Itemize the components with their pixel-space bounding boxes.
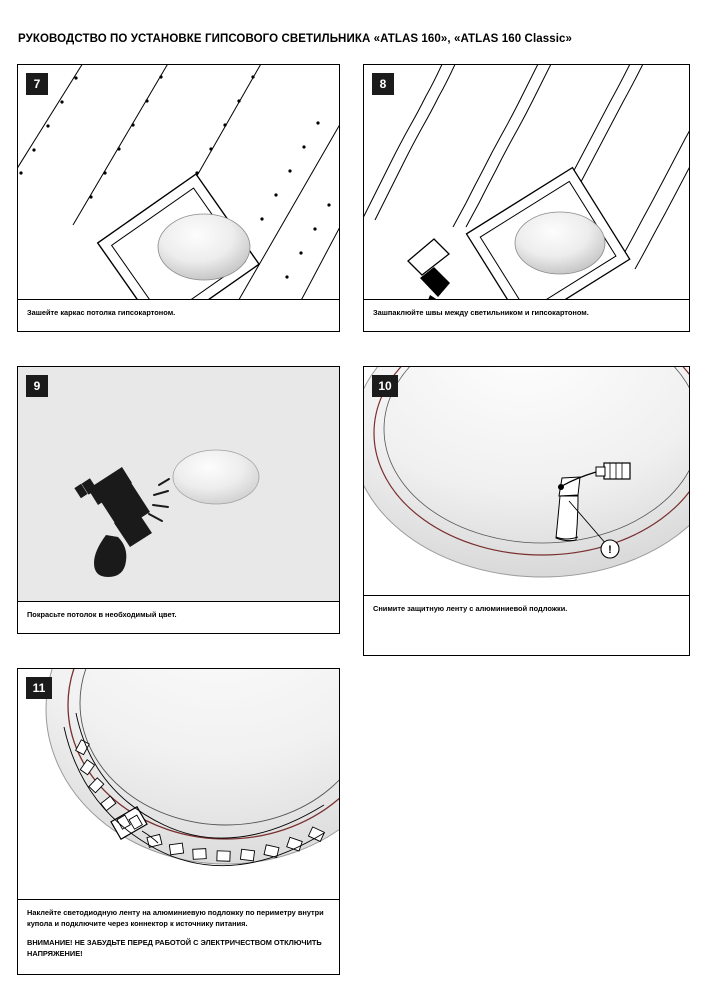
step-7-illustration [18,65,339,300]
step-8-drawing [364,65,689,300]
step-number-9: 9 [26,375,48,397]
step-11-drawing [18,669,339,900]
step-11-illustration [18,669,339,900]
step-11-caption-text: Наклейте светодиодную ленту на алюминиевую подложку по периметру внутри купола и подключите через коннектор к источнику питания. [27,908,324,928]
step-panel-8 [363,64,690,332]
step-panel-11 [17,668,340,975]
step-10-illustration [364,367,689,596]
step-10-caption [364,595,689,655]
step-9-drawing [18,367,339,602]
step-panel-7 [17,64,340,332]
step-number-10: 10 [372,375,398,397]
step-8-caption [364,299,689,331]
step-11-warning-text: ВНИМАНИЕ! НЕ ЗАБУДЬТЕ ПЕРЕД РАБОТОЙ С ЭЛЕКТРИЧЕСТВОМ ОТКЛЮЧИТЬ НАПРЯЖЕНИЕ! [27,938,322,959]
exclamation-mark: ! [608,544,612,556]
step-9-caption [18,601,339,633]
step-panel-9 [17,366,340,634]
step-7-drawing [18,65,339,300]
step-7-caption [18,299,339,331]
step-9-caption-text: Покрасьте потолок в необходимый цвет. [27,610,177,619]
step-10-drawing [364,367,689,596]
step-9-illustration [18,367,339,602]
step-7-caption-text: Зашейте каркас потолка гипсокартоном. [27,308,176,317]
step-number-7: 7 [26,73,48,95]
step-11-caption [18,899,339,974]
step-8-illustration [364,65,689,300]
step-number-8: 8 [372,73,394,95]
step-8-caption-text: Зашпаклюйте швы между светильником и гипсокартоном. [373,308,589,317]
step-number-11: 11 [26,677,52,699]
step-panel-10 [363,366,690,656]
page-title: РУКОВОДСТВО ПО УСТАНОВКЕ ГИПСОВОГО СВЕТИЛЬНИКА «ATLAS 160», «ATLAS 160 Classic» [18,33,573,45]
step-10-caption-text: Снимите защитную ленту с алюминиевой подложки. [373,604,568,613]
